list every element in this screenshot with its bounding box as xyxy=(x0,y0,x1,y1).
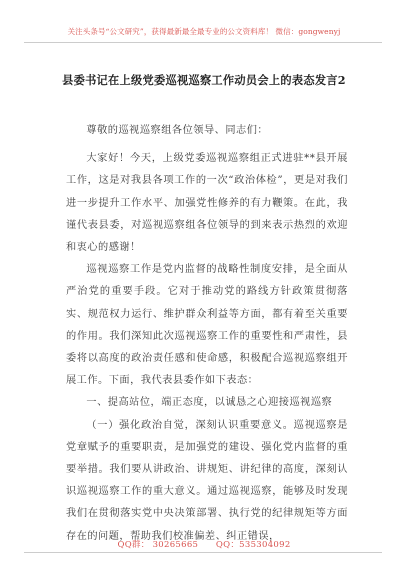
document-title: 县委书记在上级党委巡视巡察工作动员会上的表态发言2 xyxy=(62,73,346,87)
paragraph: （一）强化政治自觉，深刻认识重要意义。巡视巡察是党章赋予的重要职责，是加强党的建设、强化党内监督的重要举措。我们要从讲政治、讲规矩、讲纪律的高度，深刻认识巡视巡察工作的重大意义。通过巡视巡察，能够及时发现我们在贯彻落实党中央决策部署、执行党的纪律规矩等方面存在的问题，帮助我们校准偏差、纠正错误， xyxy=(66,419,348,542)
header-divider xyxy=(24,42,382,43)
paragraph: 巡视巡察工作是党内监督的战略性制度安排，是全面从严治党的重要手段。它对于推动党的路线方针政策贯彻落实、规范权力运行、维护群众利益等方面，都有着至关重要的作用。我们深知此次巡视巡察工作的重要性和严肃性，县委将以高度的政治责任感和使命感，积极配合巡视巡察组开展工作。下面，我代表县委作如下表态： xyxy=(66,264,348,387)
footer-contact-note: QQ群： 30265665 QQ：535304092 xyxy=(117,540,291,550)
section-heading: 一、提高站位，端正态度，以诚恳之心迎接巡视巡察 xyxy=(86,397,333,409)
header-promo-note: 关注头条号“公文研究”，获得最新最全最专业的公文资料库！ 微信：gongwenyj xyxy=(67,27,341,36)
paragraph: 大家好！今天，上级党委巡视巡察组正式进驻**县开展工作，这是对我县各项工作的一次“政治体检”，更是对我们进一步提升工作水平、加强党性修养的有力鞭策。在此，我谨代表县委，对巡视巡察组各位领导的到来表示热烈的欢迎和衷心的感谢！ xyxy=(66,153,348,254)
salutation: 尊敬的巡视巡察组各位领导、同志们： xyxy=(86,125,269,136)
footer-divider xyxy=(24,552,382,553)
document-body xyxy=(66,120,348,548)
